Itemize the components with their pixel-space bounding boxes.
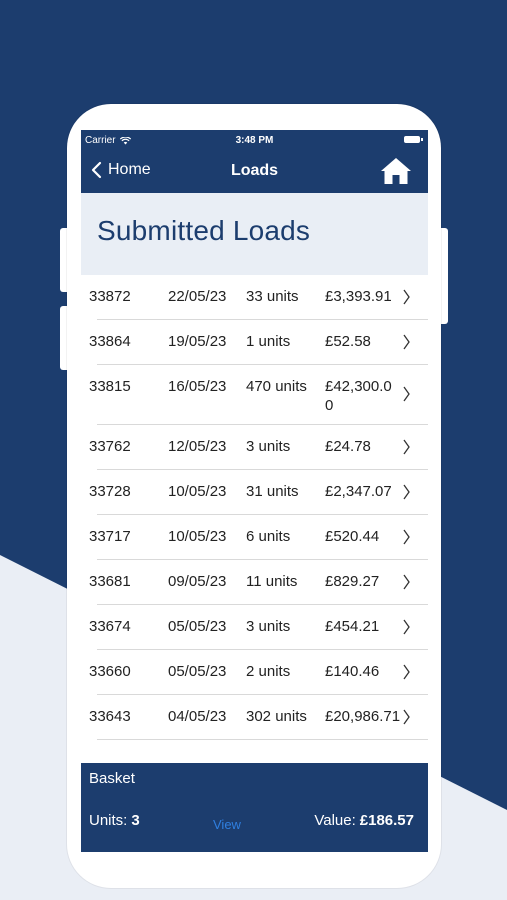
load-date: 12/05/23: [168, 438, 227, 455]
chevron-right-icon: [402, 483, 412, 501]
basket-units: [89, 812, 140, 829]
load-units: 2 units: [246, 663, 291, 680]
nav-title: Loads: [230, 162, 279, 179]
chevron-right-icon: [402, 333, 412, 351]
load-date: 10/05/23: [168, 483, 227, 500]
load-units: 11 units: [246, 573, 298, 590]
load-date: 05/05/23: [168, 618, 227, 635]
chevron-right-icon: [402, 618, 412, 636]
load-date: 05/05/23: [168, 663, 227, 680]
load-row[interactable]: [89, 515, 428, 560]
load-id: 33681: [89, 573, 131, 590]
basket-title: Basket: [89, 770, 135, 787]
load-units: 470 units: [246, 378, 307, 395]
load-row[interactable]: [89, 365, 428, 425]
basket-value-label: Value:: [314, 812, 356, 829]
load-units: 6 units: [246, 528, 291, 545]
load-units: 31 units: [246, 483, 299, 500]
basket-view-button[interactable]: View: [213, 817, 241, 832]
chevron-right-icon: [402, 663, 412, 681]
load-row[interactable]: [89, 320, 428, 365]
page-title: Submitted Loads: [97, 215, 311, 246]
chevron-right-icon: [402, 438, 412, 456]
back-button-label: Home: [108, 161, 151, 178]
chevron-right-icon: [402, 528, 412, 546]
load-date: 09/05/23: [168, 573, 227, 590]
load-id: 33643: [89, 708, 131, 725]
chevron-right-icon: [402, 288, 412, 306]
chevron-right-icon: [402, 573, 412, 591]
load-units: 33 units: [246, 288, 299, 305]
status-bar: [81, 130, 428, 150]
basket-value: [314, 812, 414, 829]
load-value: £454.21: [325, 618, 380, 635]
load-date: 16/05/23: [168, 378, 227, 395]
load-value: £24.78: [325, 438, 371, 455]
load-row[interactable]: [89, 650, 428, 695]
load-row[interactable]: [89, 560, 428, 605]
chevron-right-icon: [402, 708, 412, 726]
load-id: 33660: [89, 663, 131, 680]
load-value: £140.46: [325, 663, 380, 680]
load-units: 302 units: [246, 708, 307, 725]
home-button[interactable]: [380, 156, 412, 186]
load-id: 33728: [89, 483, 131, 500]
load-id: 33717: [89, 528, 131, 545]
chevron-right-icon: [402, 385, 412, 403]
back-button[interactable]: [91, 161, 151, 179]
load-units: 1 units: [246, 333, 291, 350]
load-value: £520.44: [325, 528, 380, 545]
basket-panel: [81, 763, 428, 852]
load-row[interactable]: [89, 470, 428, 515]
load-id: 33872: [89, 288, 131, 305]
load-value: £2,347.07: [325, 483, 392, 500]
load-id: 33815: [89, 378, 131, 395]
loads-list: [81, 275, 428, 740]
load-date: 04/05/23: [168, 708, 227, 725]
load-id: 33674: [89, 618, 131, 635]
chevron-left-icon: [91, 161, 102, 179]
load-units: 3 units: [246, 438, 291, 455]
load-value: £20,986.71: [325, 708, 401, 725]
load-value: £52.58: [325, 333, 371, 350]
carrier-label: Carrier: [85, 135, 116, 146]
load-id: 33864: [89, 333, 131, 350]
home-icon: [380, 156, 412, 186]
load-row[interactable]: [89, 425, 428, 470]
load-row[interactable]: [89, 275, 428, 320]
load-units: 3 units: [246, 618, 291, 635]
basket-units-label: Units:: [89, 812, 128, 829]
load-row[interactable]: [89, 695, 428, 740]
battery-icon: [404, 136, 420, 143]
app-screen: [81, 130, 428, 852]
load-date: 19/05/23: [168, 333, 227, 350]
basket-value-amount: £186.57: [359, 812, 414, 829]
status-time: 3:48 PM: [235, 135, 274, 146]
load-row[interactable]: [89, 605, 428, 650]
load-date: 22/05/23: [168, 288, 227, 305]
page-header: [81, 193, 428, 275]
load-id: 33762: [89, 438, 131, 455]
navigation-bar: [81, 150, 428, 193]
load-date: 10/05/23: [168, 528, 227, 545]
load-value: £3,393.91: [325, 288, 392, 305]
load-value: £42,300.00: [325, 378, 392, 414]
basket-units-value: 3: [131, 812, 140, 829]
load-value: £829.27: [325, 573, 380, 590]
